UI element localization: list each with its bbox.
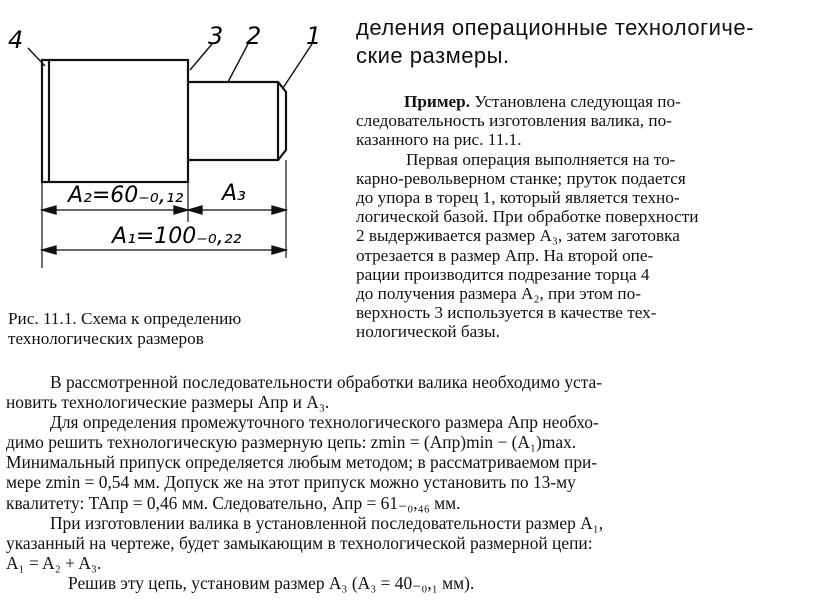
paragraph-line: нологической базы.	[356, 322, 500, 342]
body-line: димо решить технологическую размерную цепь: zmin = (Aпр)min − (A₁)max.	[6, 432, 577, 453]
paragraph-line: следовательность изготовления валика, по-	[356, 111, 672, 131]
label-surface-4: 4	[8, 26, 24, 54]
body-line: Минимальный припуск определяется любым методом; в рассматриваемом при-	[6, 452, 598, 473]
body-line: новить технологические размеры Aпр и A₃.	[6, 392, 330, 413]
heading-line: ские размеры.	[356, 43, 510, 68]
dimension-a2: A₂=60₋₀,₁₂	[68, 183, 184, 208]
paragraph-line: 2 выдерживается размер A₃, затем заготовка	[356, 226, 680, 246]
body-text	[6, 372, 810, 593]
paragraph-line: казанного на рис. 11.1.	[356, 130, 522, 150]
extension-lines	[42, 160, 286, 268]
heading	[356, 14, 806, 70]
caption-line: Рис. 11.1. Схема к определению	[8, 309, 242, 328]
body-line: Для определения промежуточного технологического размера Aпр необхо-	[50, 412, 599, 433]
paragraph-text: Установлена следующая по-	[470, 92, 681, 111]
figure-caption	[8, 309, 348, 349]
paragraph-line: рации производится подрезание торца 4	[356, 264, 650, 284]
dimension-a3: A₃	[222, 181, 246, 206]
body-line: Решив эту цепь, установим размер A₃ (A₃ = 40₋₀,₁ мм).	[68, 572, 475, 593]
label-surface-3: 3	[208, 22, 224, 50]
paragraph-line: Первая операция выполняется на то-	[406, 149, 676, 169]
paragraph-line: до упора в торец 1, который является техно-	[356, 188, 680, 208]
label-surface-2: 2	[246, 22, 262, 50]
body-line: В рассмотренной последовательности обработки валика необходимо уста-	[50, 372, 603, 392]
body-line: мере zmin = 0,54 мм. Допуск же на этот припуск можно установить по 13-му	[6, 472, 576, 493]
body-line: A₁ = A₂ + A₃.	[6, 552, 102, 573]
heading-line: деления операционные технологиче-	[356, 15, 754, 40]
paragraph-line: отрезается в размер Aпр. На второй опе-	[356, 245, 654, 265]
paragraph-line: верхность 3 используется в качестве тех-	[356, 303, 657, 323]
caption-line: технологических размеров	[8, 329, 204, 348]
paragraph-line: карно-револьверном станке; пруток подается	[356, 168, 686, 188]
dimension-a1: A₁=100₋₀,₂₂	[112, 224, 242, 249]
shaft-large-section	[42, 60, 188, 182]
body-line: указанный на чертеже, будет замыкающим в технологической размерной цепи:	[6, 532, 593, 553]
shaft-small-section	[188, 82, 286, 160]
right-column-text	[356, 92, 806, 342]
label-surface-1: 1	[306, 22, 322, 50]
shaft-outline	[42, 60, 286, 182]
paragraph-line: логической базой. При обработке поверхности	[356, 207, 699, 227]
leader-4	[28, 48, 45, 66]
leader-2	[228, 44, 248, 82]
body-line: При изготовлении валика в установленной последовательности размер A₁,	[50, 512, 604, 533]
shaft-drawing	[0, 0, 350, 300]
paragraph-line: до получения размера A₂, при этом по-	[356, 284, 641, 304]
paragraph-line	[356, 92, 806, 111]
body-line: квалитету: TAпр = 0,46 мм. Следовательно, Aпр = 61₋₀,₄₆ мм.	[6, 492, 461, 513]
example-label: Пример.	[404, 92, 471, 111]
leader-1	[283, 44, 312, 88]
